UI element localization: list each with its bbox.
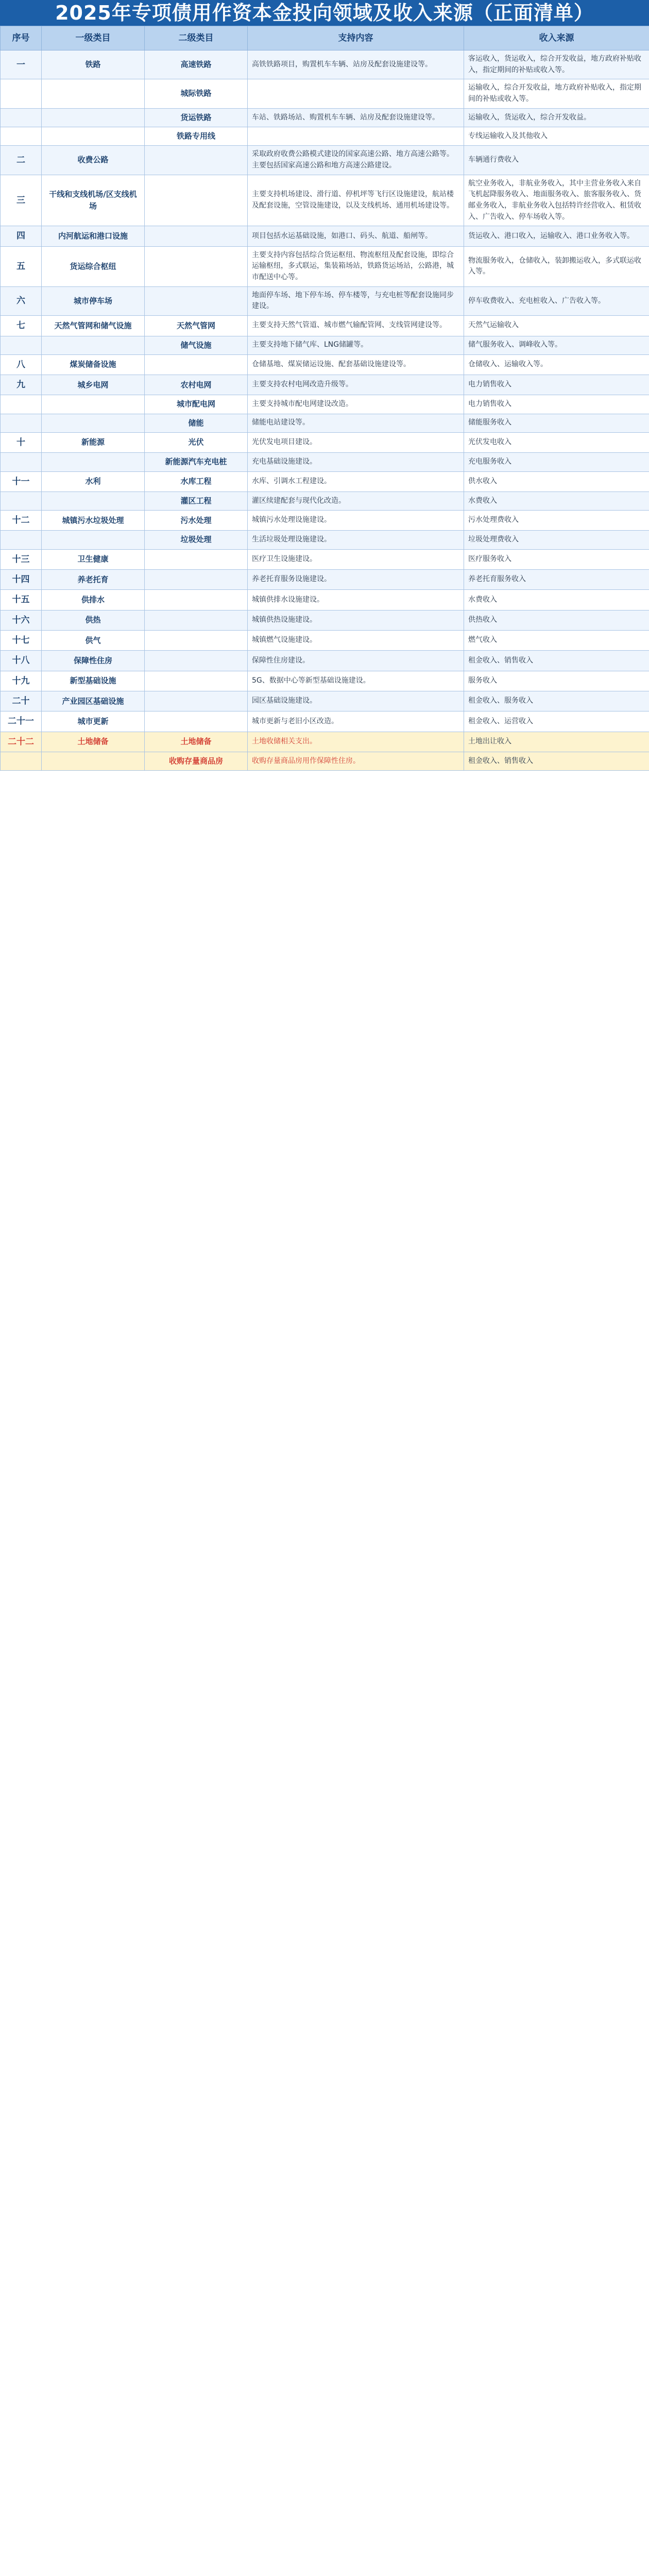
row-no: 二十一 (1, 711, 42, 732)
row-level1 (42, 531, 145, 549)
row-level2: 新能源汽车充电桩 (145, 453, 248, 471)
row-no: 十一 (1, 471, 42, 492)
row-level1: 收费公路 (42, 146, 145, 175)
row-no: 九 (1, 375, 42, 395)
table-row (1, 286, 649, 315)
row-support: 仓储基地、煤炭储运设施、配套基础设施建设等。 (248, 354, 464, 375)
table-row (1, 146, 649, 175)
page-title: 2025年专项债用作资本金投向领域及收入来源（正面清单） (0, 0, 649, 26)
row-no: 十五 (1, 590, 42, 610)
row-income: 服务收入 (464, 671, 649, 691)
row-level1 (42, 127, 145, 146)
row-level2 (145, 226, 248, 246)
table-row (1, 316, 649, 336)
row-support: 医疗卫生设施建设。 (248, 549, 464, 569)
row-no: 二 (1, 146, 42, 175)
table-row (1, 336, 649, 354)
row-support: 主要支持机场建设、滑行道、停机坪等飞行区设施建设，航站楼及配套设施，空管设施建设，以及支线机场、通用机场建设等。 (248, 175, 464, 226)
row-no: 十三 (1, 549, 42, 569)
row-level1: 卫生健康 (42, 549, 145, 569)
row-no (1, 79, 42, 108)
table-row (1, 432, 649, 452)
row-level2: 储气设施 (145, 336, 248, 354)
row-level1: 供排水 (42, 590, 145, 610)
row-no: 十七 (1, 631, 42, 651)
row-income: 光伏发电收入 (464, 432, 649, 452)
row-level1: 新型基础设施 (42, 671, 145, 691)
row-income: 水费收入 (464, 492, 649, 510)
row-level2 (145, 549, 248, 569)
row-income: 客运收入，货运收入，综合开发收益，地方政府补贴收入，指定期间的补贴或收入等。 (464, 50, 649, 79)
row-no (1, 752, 42, 771)
table-row (1, 590, 649, 610)
row-support: 5G、数据中心等新型基础设施建设。 (248, 671, 464, 691)
row-support: 车站、铁路场站、购置机车车辆、站房及配套设施建设等。 (248, 108, 464, 127)
table-row (1, 511, 649, 531)
row-no: 二十 (1, 691, 42, 711)
row-level2: 农村电网 (145, 375, 248, 395)
row-level2: 收购存量商品房 (145, 752, 248, 771)
row-support: 收购存量商品房用作保障性住房。 (248, 752, 464, 771)
row-no: 四 (1, 226, 42, 246)
table-row (1, 610, 649, 630)
row-level2: 水库工程 (145, 471, 248, 492)
row-level1: 城镇污水垃圾处理 (42, 511, 145, 531)
row-support: 城市更新与老旧小区改造。 (248, 711, 464, 732)
row-income: 土地出让收入 (464, 732, 649, 752)
header-level2: 二级类目 (145, 26, 248, 50)
row-no (1, 453, 42, 471)
row-income: 天然气运输收入 (464, 316, 649, 336)
table-row (1, 549, 649, 569)
row-income: 运输收入，货运收入，综合开发收益。 (464, 108, 649, 127)
row-income: 供水收入 (464, 471, 649, 492)
row-level1: 水利 (42, 471, 145, 492)
row-support: 城镇供热设施建设。 (248, 610, 464, 630)
row-level1: 保障性住房 (42, 651, 145, 671)
row-income: 污水处理费收入 (464, 511, 649, 531)
row-income: 货运收入、港口收入，运输收入、港口业务收入等。 (464, 226, 649, 246)
row-level2: 高速铁路 (145, 50, 248, 79)
row-support: 高铁铁路项目，购置机车车辆、站房及配套设施建设等。 (248, 50, 464, 79)
row-support: 保障性住房建设。 (248, 651, 464, 671)
row-support: 土地收储相关支出。 (248, 732, 464, 752)
table-row (1, 395, 649, 414)
row-no: 三 (1, 175, 42, 226)
row-income: 充电服务收入 (464, 453, 649, 471)
row-income: 租金收入、销售收入 (464, 752, 649, 771)
table-row (1, 691, 649, 711)
row-no: 十九 (1, 671, 42, 691)
row-level1 (42, 108, 145, 127)
row-level2 (145, 671, 248, 691)
row-income: 租金收入、服务收入 (464, 691, 649, 711)
row-income: 养老托育服务收入 (464, 570, 649, 590)
row-income: 电力销售收入 (464, 375, 649, 395)
row-support: 采取政府收费公路模式建设的国家高速公路、地方高速公路等。主要包括国家高速公路和地方高速公路建设。 (248, 146, 464, 175)
row-income: 运输收入，综合开发收益，地方政府补贴收入，指定期间的补贴或收入等。 (464, 79, 649, 108)
table-row (1, 671, 649, 691)
row-level1 (42, 752, 145, 771)
row-level1: 干线和支线机场/区支线机场 (42, 175, 145, 226)
row-level1: 城乡电网 (42, 375, 145, 395)
row-income: 储能服务收入 (464, 414, 649, 432)
table-row (1, 79, 649, 108)
row-level1: 天然气管网和储气设施 (42, 316, 145, 336)
row-income: 储气服务收入、调峰收入等。 (464, 336, 649, 354)
row-no: 八 (1, 354, 42, 375)
row-no: 十四 (1, 570, 42, 590)
investment-list-table (0, 26, 649, 771)
table-row (1, 226, 649, 246)
row-level2 (145, 286, 248, 315)
row-level2 (145, 691, 248, 711)
header-no: 序号 (1, 26, 42, 50)
row-support: 养老托育服务设施建设。 (248, 570, 464, 590)
header-support: 支持内容 (248, 26, 464, 50)
row-no: 二十二 (1, 732, 42, 752)
table-row (1, 375, 649, 395)
table-row (1, 108, 649, 127)
table-row (1, 246, 649, 286)
row-level2: 天然气管网 (145, 316, 248, 336)
row-level2: 土地储备 (145, 732, 248, 752)
header-level1: 一级类目 (42, 26, 145, 50)
row-no: 十八 (1, 651, 42, 671)
row-income: 租金收入、运营收入 (464, 711, 649, 732)
row-level1: 城市更新 (42, 711, 145, 732)
row-level2: 储能 (145, 414, 248, 432)
row-no: 六 (1, 286, 42, 315)
row-level1: 煤炭储备设施 (42, 354, 145, 375)
table-row (1, 414, 649, 432)
row-support: 主要支持内容包括综合货运枢纽、物流枢纽及配套设施，即综合运输枢纽，多式联运，集装箱场站，铁路货运场站，公路港，城市配送中心等。 (248, 246, 464, 286)
table-row (1, 631, 649, 651)
row-no: 十六 (1, 610, 42, 630)
table-row (1, 570, 649, 590)
row-support: 主要支持农村电网改造升级等。 (248, 375, 464, 395)
row-income: 水费收入 (464, 590, 649, 610)
row-income: 燃气收入 (464, 631, 649, 651)
row-no: 七 (1, 316, 42, 336)
row-income: 医疗服务收入 (464, 549, 649, 569)
row-no (1, 127, 42, 146)
row-level2: 货运铁路 (145, 108, 248, 127)
row-support: 地面停车场、地下停车场、停车楼等，与充电桩等配套设施同步建设。 (248, 286, 464, 315)
row-level1: 供气 (42, 631, 145, 651)
row-level2: 城际铁路 (145, 79, 248, 108)
row-support: 项目包括水运基础设施，如港口、码头、航道、船闸等。 (248, 226, 464, 246)
row-no (1, 414, 42, 432)
row-income: 租金收入、销售收入 (464, 651, 649, 671)
row-income: 电力销售收入 (464, 395, 649, 414)
row-level1: 养老托育 (42, 570, 145, 590)
row-level2 (145, 570, 248, 590)
row-level2: 铁路专用线 (145, 127, 248, 146)
row-support: 充电基础设施建设。 (248, 453, 464, 471)
row-level1: 铁路 (42, 50, 145, 79)
row-level2: 光伏 (145, 432, 248, 452)
table-row (1, 471, 649, 492)
row-level2 (145, 651, 248, 671)
table-row (1, 711, 649, 732)
row-no: 十 (1, 432, 42, 452)
row-income: 供热收入 (464, 610, 649, 630)
row-support: 灌区续建配套与现代化改造。 (248, 492, 464, 510)
row-support (248, 127, 464, 146)
row-support: 光伏发电项目建设。 (248, 432, 464, 452)
row-no: 五 (1, 246, 42, 286)
row-no (1, 531, 42, 549)
row-level2 (145, 711, 248, 732)
row-level2: 污水处理 (145, 511, 248, 531)
row-support (248, 79, 464, 108)
row-level1 (42, 336, 145, 354)
row-support: 主要支持天然气管道、城市燃气输配管网、支线管网建设等。 (248, 316, 464, 336)
table-row (1, 354, 649, 375)
row-level1: 产业园区基础设施 (42, 691, 145, 711)
row-level1: 供热 (42, 610, 145, 630)
row-level2 (145, 246, 248, 286)
row-level1 (42, 453, 145, 471)
row-no (1, 395, 42, 414)
table-row (1, 531, 649, 549)
row-support: 城镇供排水设施建设。 (248, 590, 464, 610)
row-income: 物流服务收入，仓储收入，装卸搬运收入，多式联运收入等。 (464, 246, 649, 286)
table-header-row (1, 26, 649, 50)
row-support: 水库、引调水工程建设。 (248, 471, 464, 492)
row-income: 仓储收入、运输收入等。 (464, 354, 649, 375)
row-level2 (145, 175, 248, 226)
row-level1 (42, 79, 145, 108)
row-level1: 城市停车场 (42, 286, 145, 315)
row-level1: 货运综合枢纽 (42, 246, 145, 286)
row-level1: 新能源 (42, 432, 145, 452)
row-level1 (42, 414, 145, 432)
table-row (1, 453, 649, 471)
row-level2 (145, 631, 248, 651)
row-support: 城镇燃气设施建设。 (248, 631, 464, 651)
row-support: 城镇污水处理设施建设。 (248, 511, 464, 531)
row-level1: 土地储备 (42, 732, 145, 752)
table-row (1, 175, 649, 226)
row-level1: 内河航运和港口设施 (42, 226, 145, 246)
table-row (1, 50, 649, 79)
row-no: 十二 (1, 511, 42, 531)
row-support: 主要支持地下储气库、LNG储罐等。 (248, 336, 464, 354)
table-row (1, 651, 649, 671)
row-level2: 灌区工程 (145, 492, 248, 510)
row-no (1, 108, 42, 127)
row-support: 生活垃圾处理设施建设。 (248, 531, 464, 549)
row-level2 (145, 146, 248, 175)
row-income: 专线运输收入及其他收入 (464, 127, 649, 146)
row-no (1, 492, 42, 510)
table-row (1, 127, 649, 146)
header-income: 收入来源 (464, 26, 649, 50)
row-income: 垃圾处理费收入 (464, 531, 649, 549)
row-level1 (42, 395, 145, 414)
table-row (1, 732, 649, 752)
row-level2: 垃圾处理 (145, 531, 248, 549)
row-level2 (145, 354, 248, 375)
table-row (1, 752, 649, 771)
row-income: 车辆通行费收入 (464, 146, 649, 175)
row-income: 航空业务收入，非航业务收入，其中主营业务收入来自飞机起降服务收入、地面服务收入、旅客服务收入、货邮业务收入，非航业务收入包括特许经营收入、租赁收入、广告收入、停车场收入等。 (464, 175, 649, 226)
table-row (1, 492, 649, 510)
row-level2 (145, 590, 248, 610)
row-support: 主要支持城市配电网建设改造。 (248, 395, 464, 414)
row-no (1, 336, 42, 354)
row-income: 停车收费收入、充电桩收入、广告收入等。 (464, 286, 649, 315)
row-level2: 城市配电网 (145, 395, 248, 414)
row-support: 储能电站建设等。 (248, 414, 464, 432)
row-level2 (145, 610, 248, 630)
row-no: 一 (1, 50, 42, 79)
row-support: 园区基础设施建设。 (248, 691, 464, 711)
row-level1 (42, 492, 145, 510)
